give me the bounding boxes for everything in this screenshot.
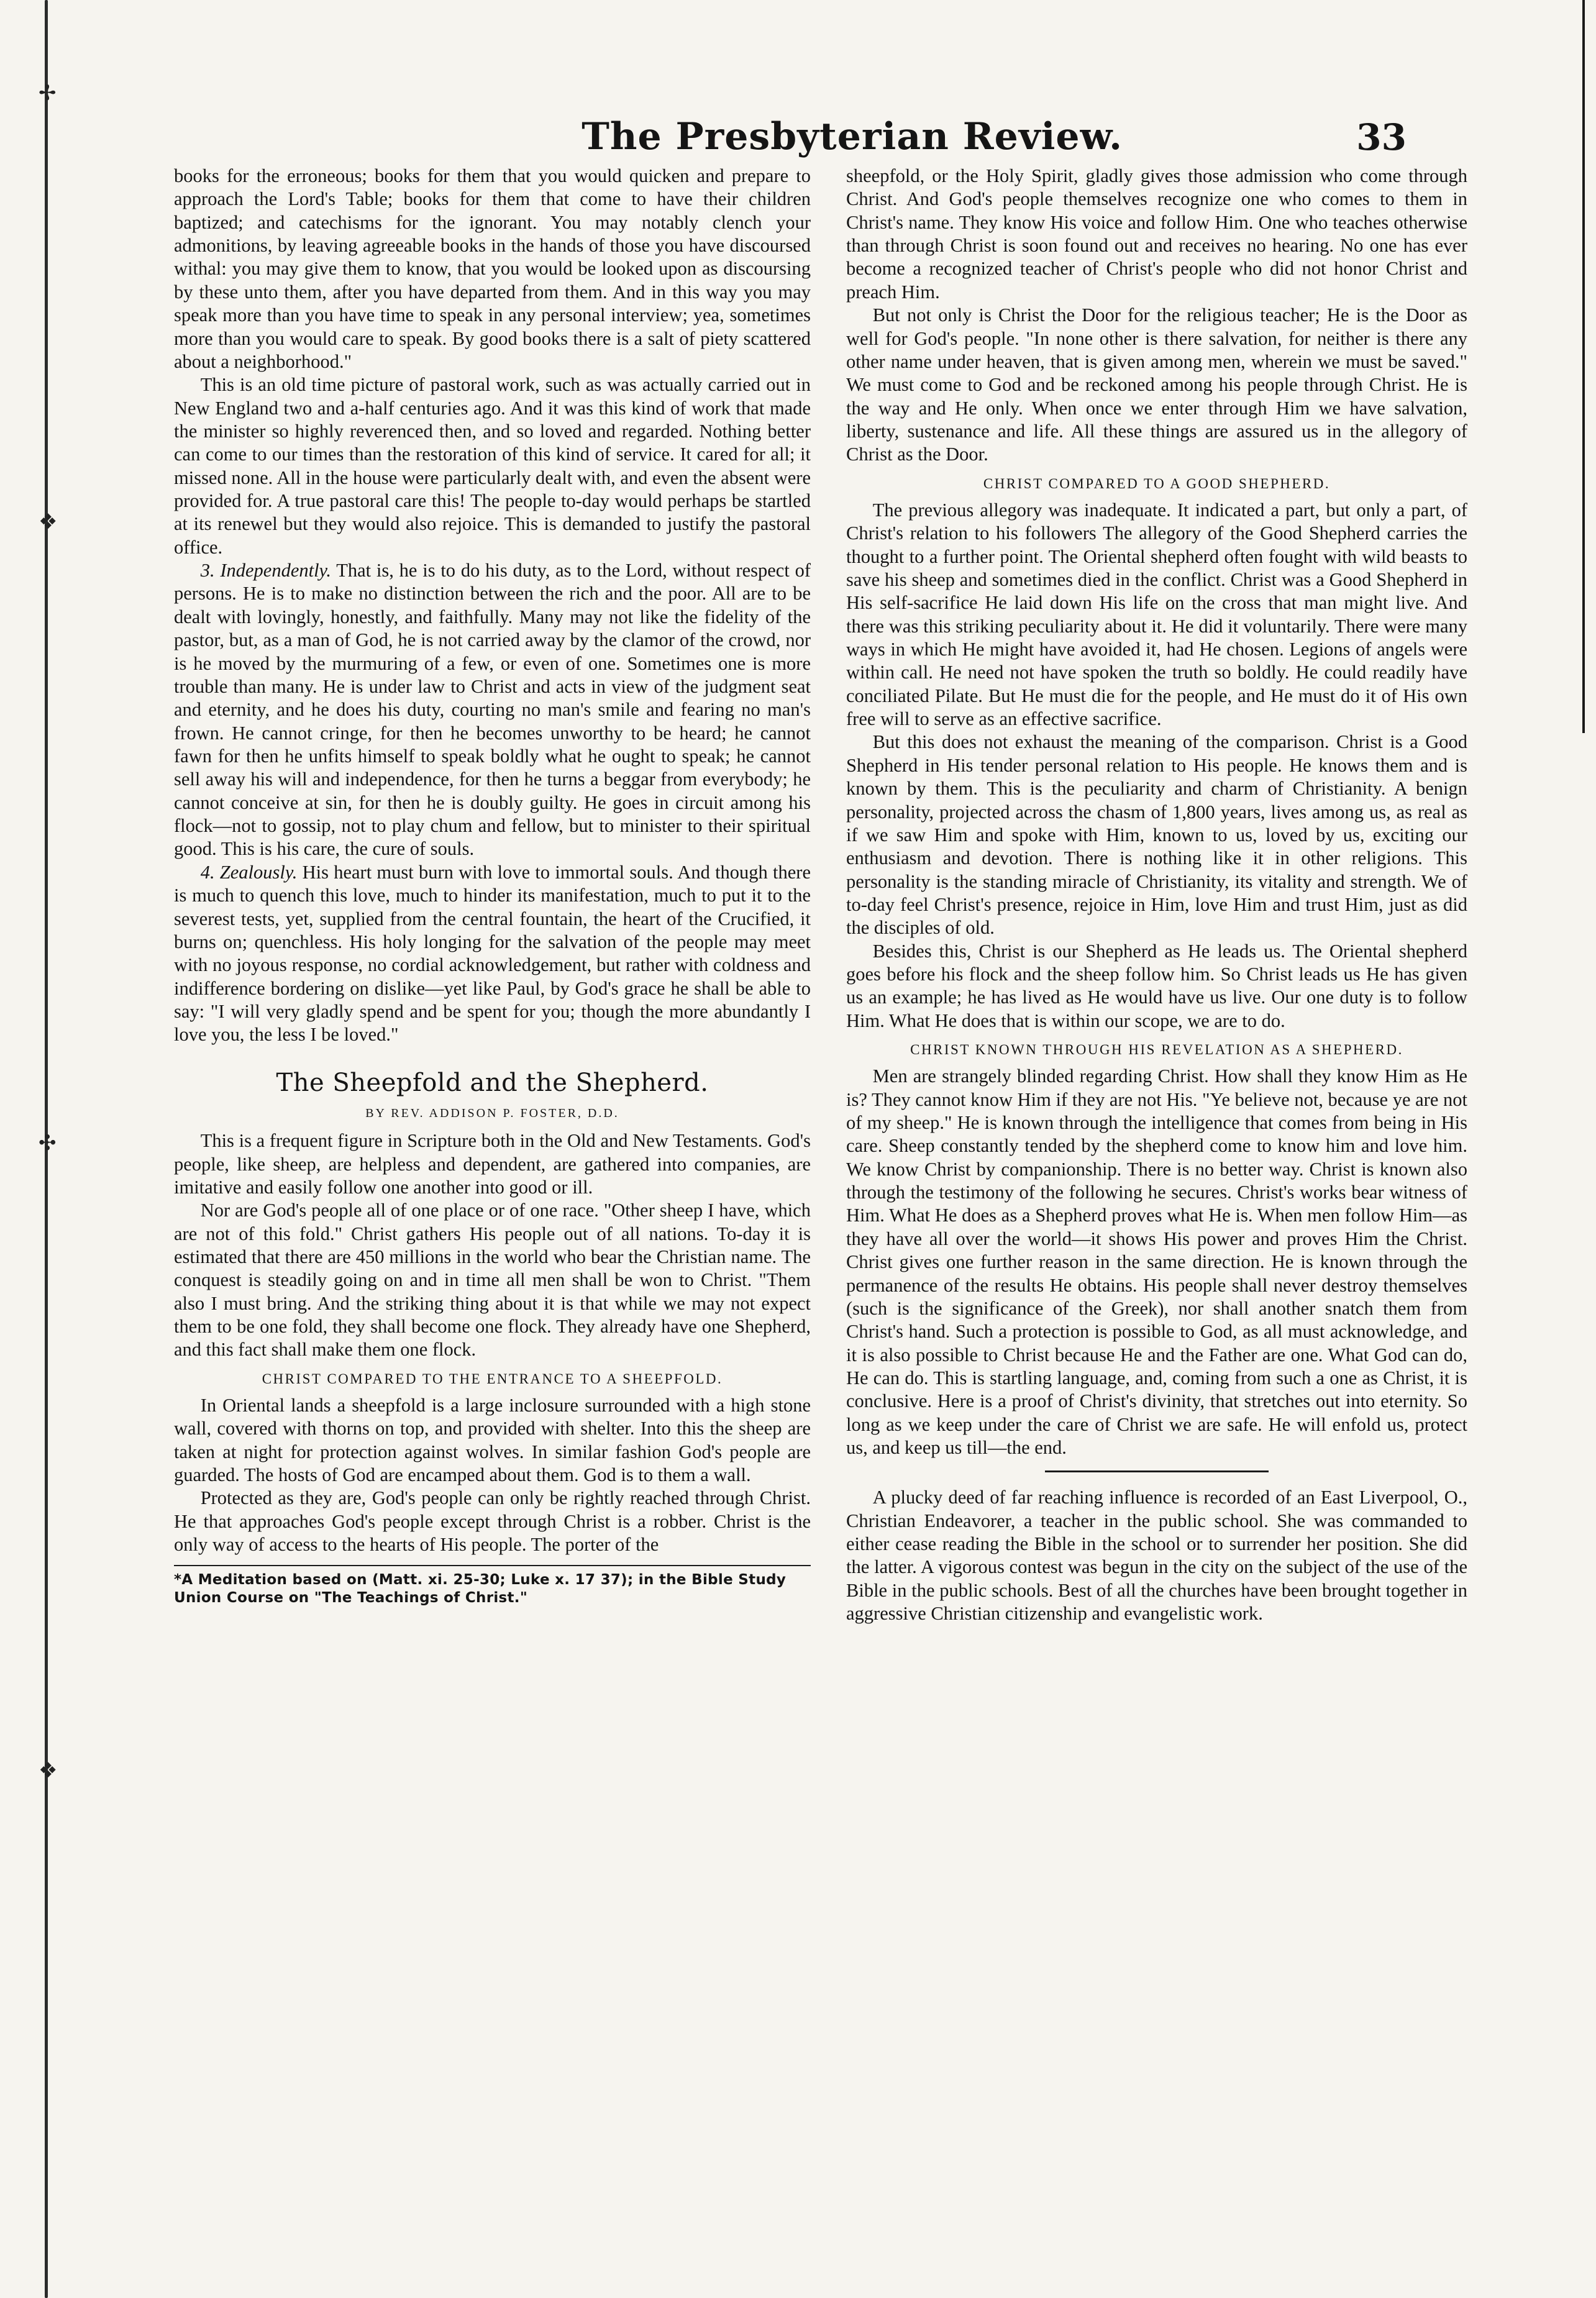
item-text: That is, he is to do his duty, as to the Lord, without respect of persons. He is to make no distinction between the rich and the poor. All are to be dealt with lovingly, honestly, and faithfully. Many may not like the fidelity of the pastor, but, as a man of God, he is not carried away by the clamor of the crowd, nor is he moved by the murmuring of a few, or even of one. Sometimes one is more trouble than many. He is under law to Christ and acts in view of the judgment seat and eternity, and he does his duty, courting no man's smile and fearing no man's frown. He cannot cringe, for then he becomes unworthy to be heard; he cannot fawn for then he unfits himself to speak boldly what he ought to speak; he cannot sell away his will and independence, for then he turns a beggar from everybody; he cannot conceive at sin, for then he is doubly guilty. He goes in circuit among his flock—not to gossip, not to play chum and fellow, but to minister to their spiritual good. This is his care, the cure of souls. bbox=[174, 560, 811, 860]
body-paragraph: The previous allegory was inadequate. It indicated a part, but only a part, of Christ's relation to his followers The allegory of the Good Shepherd carries the thought to a further point. The Oriental shepherd often fought with wild beasts to save his sheep and sometimes died in the conflict. Christ was a Good Shepherd in His self-sacrifice He laid down His life on the cross that man might live. And there was this striking peculiarity about it. He did it voluntarily. There were many ways in which He might have avoided it, had He chosen. Legions of angels were within call. He need not have spoken the truth so boldly. He could readily have conciliated Pilate. But He must die for the people, and He must do it of His own free will to serve as an effective sacrifice. bbox=[846, 499, 1467, 730]
page-header bbox=[162, 103, 1428, 158]
numbered-paragraph bbox=[174, 559, 811, 861]
footnote-rule bbox=[174, 1565, 811, 1566]
article-title: The Sheepfold and the Shepherd. bbox=[276, 1068, 709, 1097]
body-paragraph: Protected as they are, God's people can only be rightly reached through Christ. He that approaches God's people except through Christ is a robber. Christ is the only way of access to the hearts of His people. The porter of the bbox=[174, 1487, 811, 1556]
item-label: 4. Zealously. bbox=[200, 861, 298, 883]
right-column bbox=[846, 165, 1467, 1626]
body-paragraph: This is a frequent figure in Scripture both in the Old and New Testaments. God's people, like sheep, are helpless and dependent, are gathered into companies, are imitative and easily follow one another into good or ill. bbox=[174, 1130, 811, 1198]
numbered-paragraph bbox=[174, 861, 811, 1047]
body-paragraph: books for the erroneous; books for them that you would quicken and prepare to approach the Lord's Table; books for them that come to have their children baptized; and catechisms for the ignorant. You may notably clench your admonitions, by leaving agreeable books in the hands of those you have discoursed withal: you may give them to know, that you would be looked upon as discoursing by these unto them, after you have departed from them. And in this way you may speak more than you have time to speak in any personal interview; yea, sometimes more than you would care to speak. By good books there is a salt of piety scattered about a neighborhood." bbox=[174, 165, 811, 372]
item-text: His heart must burn with love to immortal souls. And though there is much to quench this love, much to hinder its manifestation, much to put it to the severest tests, yet, supplied from the central fountain, the heart of the Crucified, it burns on; quenchless. His holy longing for the salvation of the people may meet with no joyous response, no cordial acknowledgement, but rather with coldness and indifference bordering on dislike—yet like Paul, by God's grace he shall be able to say: "I will very gladly spend and be spent for you; though the more abundantly I love you, the less I be loved." bbox=[174, 861, 811, 1046]
left-column bbox=[174, 165, 811, 1607]
news-item-paragraph: A plucky deed of far reaching influence is recorded of an East Liverpool, O., Christian Endeavorer, a teacher in the public school. She was commanded to either cease reading the Bible in the school or to surrender her position. She did the latter. A vigorous contest was begun in the city on the subject of the use of the Bible in the public schools. Best of all the churches have been brought together in aggressive Christian citizenship and evangelistic work. bbox=[846, 1487, 1467, 1625]
item-label: 3. Independently. bbox=[200, 560, 332, 581]
body-paragraph: But this does not exhaust the meaning of the comparison. Christ is a Good Shepherd in His tender personal relation to His people. He knows them and is known by them. This is the peculiarity and charm of Christianity. A benign personality, projected across the chasm of 1,800 years, lives among us, as real as if we saw Him and spoke with Him, known to us, loved by us, exciting our enthusiasm and devotion. There is nothing like it in other religions. This personality is the standing miracle of Christianity, its vitality and strength. We of to-day feel Christ's presence, rejoice in Him, love Him and trust Him, just as did the disciples of old. bbox=[846, 731, 1467, 939]
body-paragraph: Besides this, Christ is our Shepherd as He leads us. The Oriental shepherd goes before his flock and the sheep follow him. So Christ leads us He has given us an example; he has lived as He would have us live. Our one duty is to follow Him. What He does that is within our scope, we are to do. bbox=[846, 940, 1467, 1031]
section-heading: CHRIST COMPARED TO THE ENTRANCE TO A SHEEPFOLD. bbox=[262, 1370, 723, 1387]
article-byline: BY REV. ADDISON P. FOSTER, D.D. bbox=[365, 1106, 619, 1120]
body-paragraph: In Oriental lands a sheepfold is a large inclosure surrounded with a high stone wall, covered with thorns on top, and provided with shelter. Into this the sheep are taken at night for protection against wolves. In similar fashion God's people are guarded. The hosts of God are encamped about them. God is to them a wall. bbox=[174, 1394, 811, 1485]
body-paragraph: sheepfold, or the Holy Spirit, gladly gives those admission who come through Christ. And God's people themselves recognize one who comes to them in Christ's name. They know His voice and follow Him. One who teaches otherwise than through Christ is soon found out and receives no hearing. No one has ever become a recognized teacher of Christ's people who did not honor Christ and preach Him. bbox=[846, 165, 1467, 303]
body-paragraph: Nor are God's people all of one place or of one race. "Other sheep I have, which are not of this fold." Christ gathers His people out of all nations. To-day it is estimated that there are 450 millions in the world who bear the Christian name. The conquest is steadily going on and in time all men shall be won to Christ. "Them also I must bring. And the striking thing about it is that while we may not expect them to be one fold, they shall become one flock. They already have one Shepherd, and this fact shall make them one flock. bbox=[174, 1200, 811, 1361]
binding-ornament: ❖ bbox=[39, 1758, 58, 1783]
binding-ornament: ✢ bbox=[39, 81, 57, 106]
publication-title: The Presbyterian Review. bbox=[581, 115, 1123, 158]
binding-ornament: ✣ bbox=[39, 1131, 57, 1156]
right-margin-rule bbox=[1582, 0, 1585, 733]
article-divider bbox=[1045, 1470, 1269, 1472]
section-heading: CHRIST COMPARED TO A GOOD SHEPHERD. bbox=[983, 475, 1331, 491]
body-paragraph: But not only is Christ the Door for the religious teacher; He is the Door as well for God's people. "In none other is there salvation, for neither is there any other name under heaven, that is given among men, wherein we must be saved." We must come to God and be reckoned among his people through Christ. He is the way and He only. When once we enter through Him we have salvation, liberty, sustenance and life. All these things are assured us in the allegory of Christ as the Door. bbox=[846, 304, 1467, 465]
binding-ornament: ❖ bbox=[39, 509, 58, 534]
body-paragraph: This is an old time picture of pastoral work, such as was actually carried out in New England two and a-half centuries ago. And it was this kind of work that made the minister so highly reverenced then, and so loved and regarded. Nothing better can come to our times than the restoration of this kind of service. It cared for all; it missed none. All in the house were particularly dealt with, and even the absent were provided for. A true pastoral care this! The people to-day would perhaps be startled at its renewel but they would also rejoice. This is demanded to justify the pastoral office. bbox=[174, 374, 811, 558]
footnote: *A Meditation based on (Matt. xi. 25-30; Luke x. 17 37); in the Bible Study Union Course on "The Teachings of Christ." bbox=[174, 1572, 787, 1607]
section-heading: CHRIST KNOWN THROUGH HIS REVELATION AS A SHEPHERD. bbox=[910, 1042, 1403, 1058]
body-paragraph: Men are strangely blinded regarding Christ. How shall they know Him as He is? They cannot know Him if they are not His. "Ye believe not, because ye are not of my sheep." He is known through the intelligence that comes from being in His care. Sheep constantly tended by the shepherd come to know him and love him. We know Christ by companionship. There is no better way. Christ is known also through the testimony of the following he secures. Christ's works bear witness of Him. What He does as a Shepherd proves what He is. When men follow Him—as they have all over the world—it shows His power and proves Him the Christ. Christ gives one further reason in the same direction. He is known through the permanence of the results He obtains. His people shall never destroy themselves (such is the significance of the Greek), nor shall another snatch them from Christ's hand. Such a protection is possible to God, as all must acknowledge, and it is also possible to Christ because He and the Father are one. What God can do, He can do. This is startling language, and, coming from such a one as Christ, it is conclusive. Here is a proof of Christ's divinity, that stretches out into eternity. So long as we keep under the care of Christ we are safe. He will enfold us, protect us, and keep us till—the end. bbox=[846, 1065, 1467, 1459]
page-number: 33 bbox=[1356, 116, 1407, 158]
